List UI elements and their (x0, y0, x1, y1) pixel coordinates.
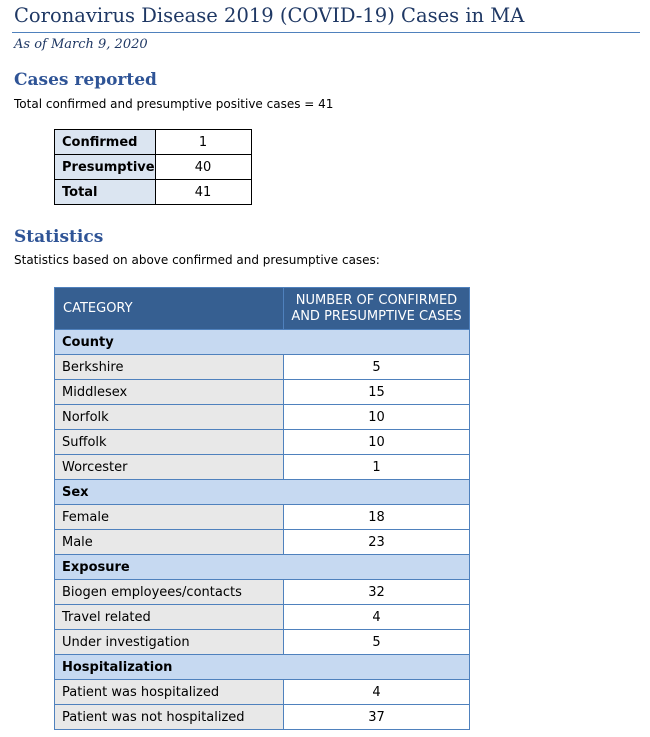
table-row (55, 680, 470, 705)
table-row (55, 380, 470, 405)
cases-reported-heading: Cases reported (14, 70, 157, 90)
summary-row (55, 130, 252, 155)
category-row (55, 555, 470, 580)
row-value: 32 (284, 580, 470, 605)
summary-label: Presumptive (55, 155, 156, 180)
row-value: 18 (284, 505, 470, 530)
summary-row (55, 180, 252, 205)
row-value: 10 (284, 405, 470, 430)
row-value: 37 (284, 705, 470, 730)
row-label: Female (55, 505, 284, 530)
summary-value: 1 (155, 130, 251, 155)
row-label: Middlesex (55, 380, 284, 405)
cases-column-header-line1: NUMBER OF CONFIRMED (295, 292, 458, 308)
row-value: 5 (284, 630, 470, 655)
row-label: Male (55, 530, 284, 555)
category-row (55, 480, 470, 505)
table-row (55, 580, 470, 605)
title-divider (12, 32, 640, 33)
table-row (55, 630, 470, 655)
table-row (55, 530, 470, 555)
table-row (55, 430, 470, 455)
summary-label: Confirmed (55, 130, 156, 155)
category-column-header: CATEGORY (55, 288, 284, 330)
row-label: Berkshire (55, 355, 284, 380)
row-label: Patient was not hospitalized (55, 705, 284, 730)
table-row (55, 505, 470, 530)
row-value: 23 (284, 530, 470, 555)
row-value: 10 (284, 430, 470, 455)
category-label: Exposure (55, 555, 470, 580)
summary-value: 41 (155, 180, 251, 205)
statistics-table (54, 287, 470, 730)
row-label: Norfolk (55, 405, 284, 430)
category-label: Sex (55, 480, 470, 505)
row-label: Worcester (55, 455, 284, 480)
row-label: Suffolk (55, 430, 284, 455)
summary-row (55, 155, 252, 180)
row-value: 15 (284, 380, 470, 405)
category-label: Hospitalization (55, 655, 470, 680)
row-label: Biogen employees/contacts (55, 580, 284, 605)
statistics-header-row (55, 288, 470, 330)
statistics-heading: Statistics (14, 227, 104, 247)
statistics-summary-text: Statistics based on above confirmed and presumptive cases: (14, 253, 380, 267)
cases-summary-table (54, 129, 252, 205)
row-value: 4 (284, 680, 470, 705)
summary-label: Total (55, 180, 156, 205)
category-row (55, 655, 470, 680)
cases-summary-text: Total confirmed and presumptive positive cases = 41 (14, 97, 334, 111)
row-value: 1 (284, 455, 470, 480)
cases-column-header-line2: AND PRESUMPTIVE CASES (291, 308, 462, 324)
category-label: County (55, 330, 470, 355)
row-label: Patient was hospitalized (55, 680, 284, 705)
cases-column-header (284, 288, 470, 330)
row-label: Travel related (55, 605, 284, 630)
table-row (55, 605, 470, 630)
table-row (55, 405, 470, 430)
row-value: 5 (284, 355, 470, 380)
table-row (55, 705, 470, 730)
table-row (55, 455, 470, 480)
row-label: Under investigation (55, 630, 284, 655)
table-row (55, 355, 470, 380)
as-of-date: As of March 9, 2020 (14, 37, 148, 52)
summary-value: 40 (155, 155, 251, 180)
row-value: 4 (284, 605, 470, 630)
page-title: Coronavirus Disease 2019 (COVID-19) Cases in MA (14, 4, 525, 27)
category-row (55, 330, 470, 355)
